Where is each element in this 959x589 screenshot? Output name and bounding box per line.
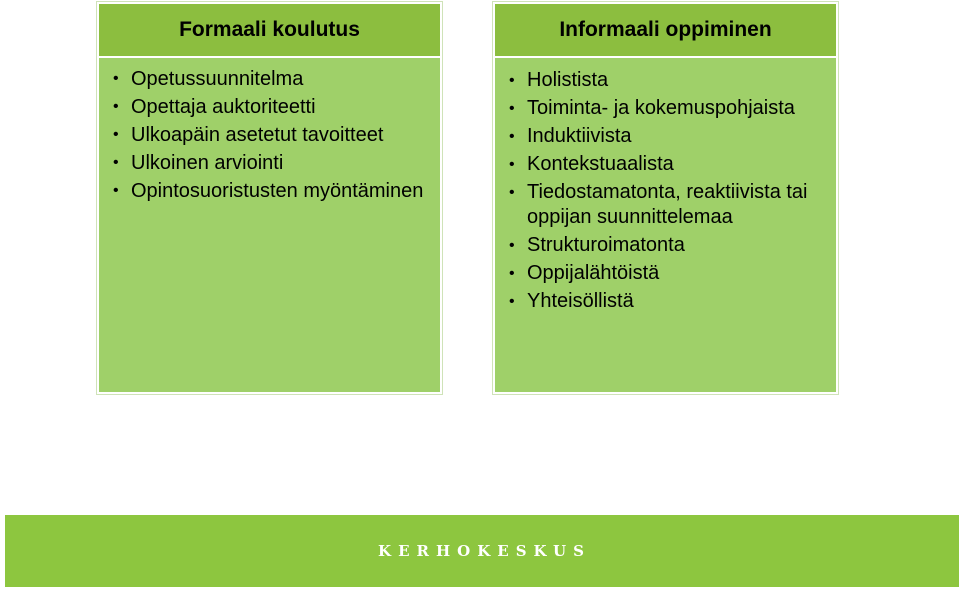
list-item-text: Opintosuoristusten myöntäminen	[131, 180, 424, 202]
bullet-icon: •	[509, 100, 515, 117]
list-item-text: Yhteisöllistä	[527, 290, 634, 312]
list-item	[505, 124, 830, 149]
list-item-text: Ulkoapäin asetetut tavoitteet	[131, 124, 384, 146]
formal-education-list	[109, 66, 434, 206]
informal-learning-panel	[493, 2, 838, 394]
list-item	[109, 94, 434, 120]
list-item-text: Toiminta- ja kokemuspohjaista	[527, 97, 795, 119]
bullet-icon: •	[113, 182, 119, 199]
list-item	[505, 96, 830, 121]
list-item-text: Ulkoinen arviointi	[131, 152, 284, 174]
bullet-icon: •	[509, 293, 515, 310]
informal-learning-list	[505, 68, 830, 317]
bullet-icon: •	[113, 70, 119, 87]
bullet-icon: •	[113, 98, 119, 115]
bullet-icon: •	[509, 72, 515, 89]
list-item	[505, 289, 830, 314]
bullet-icon: •	[509, 184, 515, 201]
list-item-text: Holistista	[527, 69, 609, 91]
bullet-icon: •	[113, 154, 119, 171]
list-item	[505, 261, 830, 286]
list-item	[505, 180, 830, 230]
list-item	[109, 122, 434, 148]
bullet-icon: •	[509, 156, 515, 173]
list-item	[505, 68, 830, 93]
list-item	[109, 150, 434, 176]
list-item	[505, 233, 830, 258]
list-item	[505, 152, 830, 177]
formal-education-panel	[97, 2, 442, 394]
formal-education-title: Formaali koulutus	[99, 4, 440, 58]
list-item-text: Oppijalähtöistä	[527, 262, 660, 284]
list-item-text: Strukturoimatonta	[527, 234, 685, 256]
list-item-text: Induktiivista	[527, 125, 632, 147]
list-item-text: Opetussuunnitelma	[131, 68, 304, 90]
kerhokeskus-logo: KERHOKESKUS	[378, 542, 591, 560]
list-item	[109, 178, 434, 204]
list-item-text: Tiedostamatonta, reaktiivista tai oppijan suunnittelemaa	[527, 181, 808, 228]
bullet-icon: •	[509, 265, 515, 282]
list-item-text: Opettaja auktoriteetti	[131, 96, 316, 118]
list-item	[109, 66, 434, 92]
bullet-icon: •	[113, 126, 119, 143]
bullet-icon: •	[509, 237, 515, 254]
informal-learning-title: Informaali oppiminen	[495, 4, 836, 58]
list-item-text: Kontekstuaalista	[527, 153, 674, 175]
footer-band	[5, 515, 959, 587]
bullet-icon: •	[509, 128, 515, 145]
